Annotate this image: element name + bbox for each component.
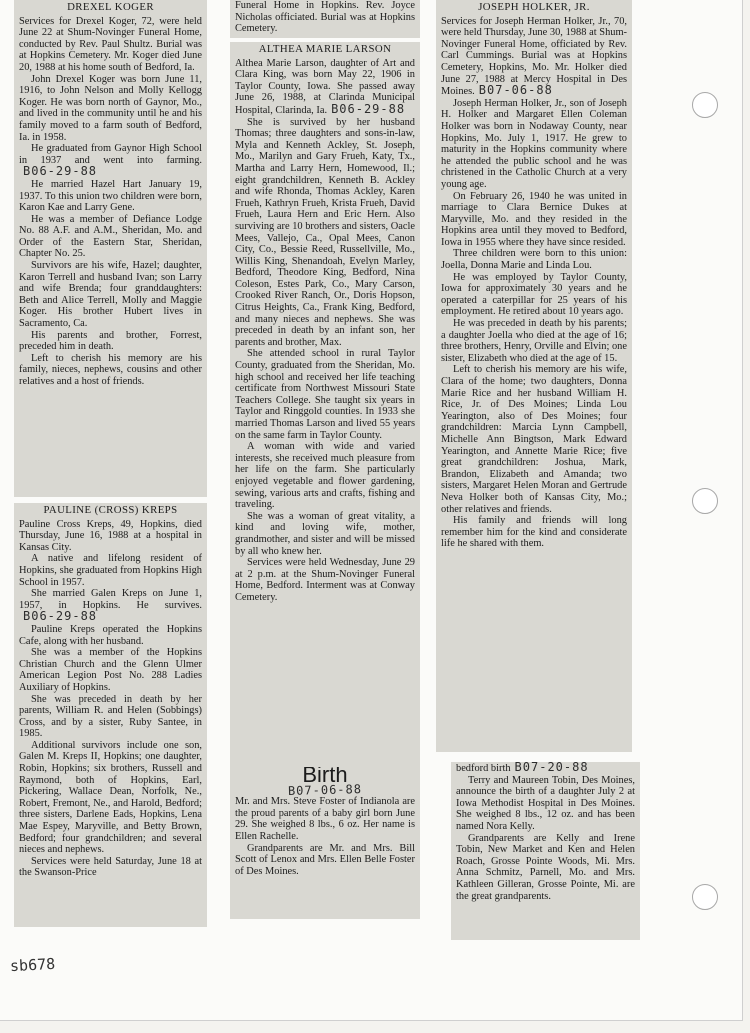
tobin-paragraph-2: Grandparents are Kelly and Irene Tobin, New Market and Ken and Helen Roach, Grosse Pointe Woods, Mi. Mrs. Anna Schmitz, Parnell, Mo. and Mrs. Kathleen Gilleran, Grosse Pointe, Mi. are the great grandparents. — [456, 832, 635, 902]
larson-paragraph-4: A woman with wide and varied interests, she received much pleasure from her life on the farm. She particularly enjoyed vegetable and flower gardening, sewing, various arts and crafts, fishing and traveling. — [235, 441, 415, 511]
kreps-date-annotation: B06-29-88 — [23, 609, 98, 624]
koger-paragraph-3 — [19, 143, 202, 179]
kreps-paragraph-1: Pauline Cross Kreps, 49, Hopkins, died Thursday, June 16, 1988 at a hospital in Kansas City. — [19, 518, 202, 553]
kreps-paragraph-7: Additional survivors include one son, Galen M. Kreps II, Hopkins; one daughter, Robin, Hopkins; six brothers, Russell and Raymond, both of Hopkins, Earl, Pickering, Wallace Dean, Norfolk, Ne., Robert, Fremont, Ne., and Harold, Bedford; three sisters, Darlene Eads, Hopkins, Lena Mae Espey, Maryville, and Betty Brown, Bedford; four grandchildren; and several nieces and nephews. — [19, 739, 202, 856]
larson-title: ALTHEA MARIE LARSON — [258, 43, 392, 55]
koger-title: DREXEL KOGER — [67, 1, 154, 13]
kreps-paragraph-8: Services were held Saturday, June 18 at the Swanson-Price — [19, 855, 202, 879]
tobin-paragraph-1: Terry and Maureen Tobin, Des Moines, announce the birth of a daughter July 2 at Iowa Methodist Hospital in Des Moines. She weighed 8 lbs., 12 oz. and has been named Nora Kelly. — [456, 774, 635, 832]
holker-paragraph-6: He was preceded in death by his parents; a daughter Joella who died at the age of 16; three brothers, Henry, Orville and Elvin; one sister, Elizabeth who died at the age of 15. — [441, 318, 627, 364]
larson-paragraph-3: She attended school in rural Taylor County, graduated from the Sheridan, Mo. high school and received her life teaching certificate from Northwest Missouri State Teachers College. She taught six years in Taylor and Ringgold counties. In 1933 she married Thomas Larson and lived 55 years on the same farm in Taylor County. — [235, 348, 415, 441]
kreps-continuation — [230, 0, 420, 38]
koger-paragraph-5: He was a member of Defiance Lodge No. 88 A.F. and A.M., Sheridan, Mo. and Order of the Eastern Star, Sheridan, Chapter No. 25. — [19, 213, 202, 260]
holker-paragraph-4: Three children were born to this union: Joella, Donna Marie and Linda Lou. — [441, 248, 627, 272]
kreps-paragraph-5: She was a member of the Hopkins Christian Church and the Glenn Ulmer American Legion Post No. 288 Ladies Auxiliary of Hopkins. — [19, 647, 202, 693]
holker-paragraph-8: His family and friends will long remember him for the kind and considerate life he shared with them. — [441, 515, 627, 550]
binder-hole-bottom — [692, 884, 718, 910]
kreps-paragraph-2: A native and lifelong resident of Hopkins, she graduated from Hopkins High School in 1957. — [19, 553, 202, 588]
koger-date-annotation: B06-29-88 — [23, 164, 98, 179]
holker-paragraph-7: Left to cherish his memory are his wife, Clara of the home; two daughters, Donna Marie Rice and her husband William H. Rice, Jr. of Des Moines; Linda Lou Yearington, also of Des Moines; four grandchildren: Marcia Lynn Campbell, Michelle Ann Bingtson, Mark Edward Yearington, and Annette Marie Rice; five great grandchildren: Joshua, Mark, Brandon, Elizabeth and Amanda; two sisters, Margaret Helen Moran and Gertrude Neva Holker both of Kansas City, Mo.; other relatives and friends. — [441, 364, 627, 515]
kreps-paragraph-6: She was preceded in death by her parents, William R. and Helen (Sobbings) Cross, and by a sister, Ruby Santee, in 1985. — [19, 693, 202, 740]
holker-title: JOSEPH HOLKER, JR. — [478, 1, 590, 13]
koger-paragraph-8: Left to cherish his memory are his family, nieces, nephews, cousins and other relatives and a host of friends. — [19, 352, 202, 387]
larson-paragraph-1 — [235, 58, 415, 117]
tobin-date-annotation: B07-20-88 — [514, 762, 589, 774]
binder-hole-middle — [692, 488, 718, 514]
kreps-paragraph-3 — [19, 588, 202, 624]
birth-title: Birth — [302, 767, 348, 787]
holker-obituary — [436, 0, 632, 752]
koger-paragraph-1: Services for Drexel Koger, 72, were held June 22 at Shum-Novinger Funeral Home, conducted by Rev. Paul Shultz. Burial was at Hopkins Cemetery. Mr. Koger died June 20, 1988 at his home south of Bedford, Ia. — [19, 15, 202, 73]
koger-paragraph-7: His parents and brother, Forrest, preceded him in death. — [19, 329, 202, 353]
holker-paragraph-3: On February 26, 1940 he was united in marriage to Clara Bernice Dukes at Maryville, Mo. and they resided in the Hopkins area until they moved to Bedford, Iowa in 1955 where they have since resided. — [441, 190, 627, 248]
kreps-obituary — [14, 503, 207, 927]
larson-date-annotation: B06-29-88 — [331, 101, 406, 116]
foster-date-annotation: B07-06-88 — [287, 781, 363, 798]
koger-paragraph-2: John Drexel Koger was born June 11, 1916, to John Nelson and Molly Kellogg Koger. He was born north of Gaynor, Mo., and lived in the community until he and his family moved to a farm south of Bedford, Ia. in 1958. — [19, 73, 202, 143]
koger-paragraph-4: He married Hazel Hart January 19, 1937. To this union two children were born, Karon Kae and Larry Gene. — [19, 178, 202, 214]
larson-paragraph-2: She is survived by her husband Thomas; three daughters and sons-in-law, Myla and Kenneth Ackley, St. Joseph, Mo., Marilyn and Gary Frueh, Katy, Tx., Martha and Larry Hern, Homewood, Il.; eight grandchildren, Kenneth B. Ackley and wife Rhonda, Thomas Ackley, Karen Frueh, Kathryn Frueh, Krista Frueh, David Frueh, Laura Hern and Eric Hern. Also surviving are 10 brothers and sisters, Oacle Mees, Vallejo, Ca., Opal Mees, Canon City, Co., Bessie Reed, Russellville, Mo., Willis King, Shenandoah, Evelyn Marley, Bedford, Theodore King, Bedford, Nina Coleson, Estes Park, Co., Mary Carson, Crooked River Ranch, Or., Doris Hopson, Citrus Heights, Ca., Frank King, Bedford, and many nieces and nephews. She was preceded in death by an infant son, her parents and brother, Max. — [235, 116, 415, 348]
larson-paragraph-1-text: Althea Marie Larson, daughter of Art and Clara King, was born May 22, 1906 in Taylor County, Iowa. She passed away June 26, 1988, at Clarinda Municipal Hospital, Clarinda, Ia. — [235, 57, 415, 116]
holker-paragraph-2: Joseph Herman Holker, Jr., son of Joseph H. Holker and Margaret Ellen Coleman Holker was born in Nodaway County, near Hopkins, Mo. July 1, 1917. He grew to maturity in the Hopkins community where he attended the public school and he was christened in the Catholic Church at a very young age. — [441, 97, 627, 190]
koger-paragraph-6: Survivors are his wife, Hazel; daughter, Karon Terrell and husband Ivan; son Larry and wife Brenda; four granddaughters: Beth and Alice Terrell, Molly and Maggie Koger. His brother Hubert lives in Sacramento, Ca. — [19, 260, 202, 330]
foster-paragraph-1: Mr. and Mrs. Steve Foster of Indianola are the proud parents of a baby girl born June 29. She weighed 8 lbs., 6 oz. Her name is Ellen Rachelle. — [235, 796, 415, 842]
koger-obituary — [14, 0, 207, 497]
kreps-paragraph-3-text: She married Galen Kreps on June 1, 1957, in Hopkins. He survives. — [19, 588, 202, 611]
tobin-heading: bedford birth — [456, 763, 511, 774]
kreps-continuation-text: Funeral Home in Hopkins. Rev. Joyce Nicholas officiated. Burial was at Hopkins Cemetery. — [235, 0, 415, 35]
kreps-paragraph-4: Pauline Kreps operated the Hopkins Cafe, along with her husband. — [19, 623, 202, 647]
larson-paragraph-5: She was a woman of great vitality, a kind and loving wife, mother, grandmother, and sister and will be missed by all who knew her. — [235, 510, 415, 557]
foster-paragraph-2: Grandparents are Mr. and Mrs. Bill Scott of Lenox and Mrs. Ellen Belle Foster of Des Moines. — [235, 842, 415, 877]
holker-paragraph-1 — [441, 16, 627, 98]
larson-obituary — [230, 42, 420, 768]
holker-paragraph-1-text: Services for Joseph Herman Holker, Jr., 70, were held Thursday, June 30, 1988 at Shum-Novinger Funeral Home, officiated by Rev. Carl Cummings. Burial was at Hopkins Cemetery, Hopkins, Mo. Mr. Holker died June 27, 1988 at Mercy Hospital in Des Moines. — [441, 15, 627, 98]
foster-birth-notice — [230, 767, 420, 919]
koger-paragraph-3-text: He graduated from Gaynor High School in 1937 and went into farming. — [19, 143, 202, 166]
tobin-birth-notice — [451, 762, 640, 940]
holker-paragraph-5: He was employed by Taylor County, Iowa for approximately 30 years and he operated a caterpillar for 25 years of his employment. He retired about 10 years ago. — [441, 271, 627, 318]
holker-date-annotation: B07-06-88 — [478, 83, 553, 98]
kreps-title: PAULINE (CROSS) KREPS — [43, 504, 178, 516]
binder-hole-top — [692, 92, 718, 118]
page-label: sb678 — [9, 954, 56, 976]
larson-paragraph-6: Services were held Wednesday, June 29 at 2 p.m. at the Shum-Novinger Funeral Home, Bedford. Interment was at Conway Cemetery. — [235, 557, 415, 603]
tobin-heading-line — [456, 762, 635, 775]
